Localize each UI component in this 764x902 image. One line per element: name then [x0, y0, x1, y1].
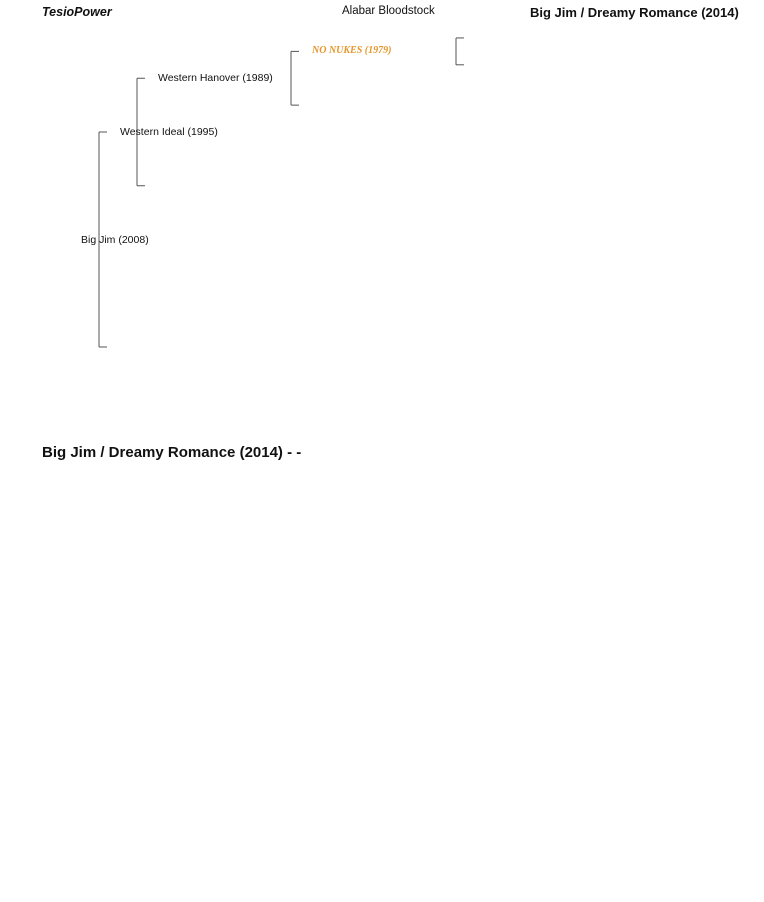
page-title: Big Jim / Dreamy Romance (2014) [530, 5, 739, 20]
horse-gen4: NO NUKES (1979) [312, 45, 392, 57]
section-title [42, 444, 301, 461]
brand-title: TesioPower [42, 5, 112, 19]
section-title-text: Big Jim / Dreamy Romance (2014) [42, 444, 283, 461]
horse-gen3: Western Hanover (1989) [158, 72, 273, 85]
section-title-dashes: - - [287, 444, 302, 461]
horse-gen2: Western Ideal (1995) [120, 126, 218, 138]
farm-name: Alabar Bloodstock [342, 5, 435, 17]
horse-gen1: Big Jim (2008) [81, 233, 149, 246]
